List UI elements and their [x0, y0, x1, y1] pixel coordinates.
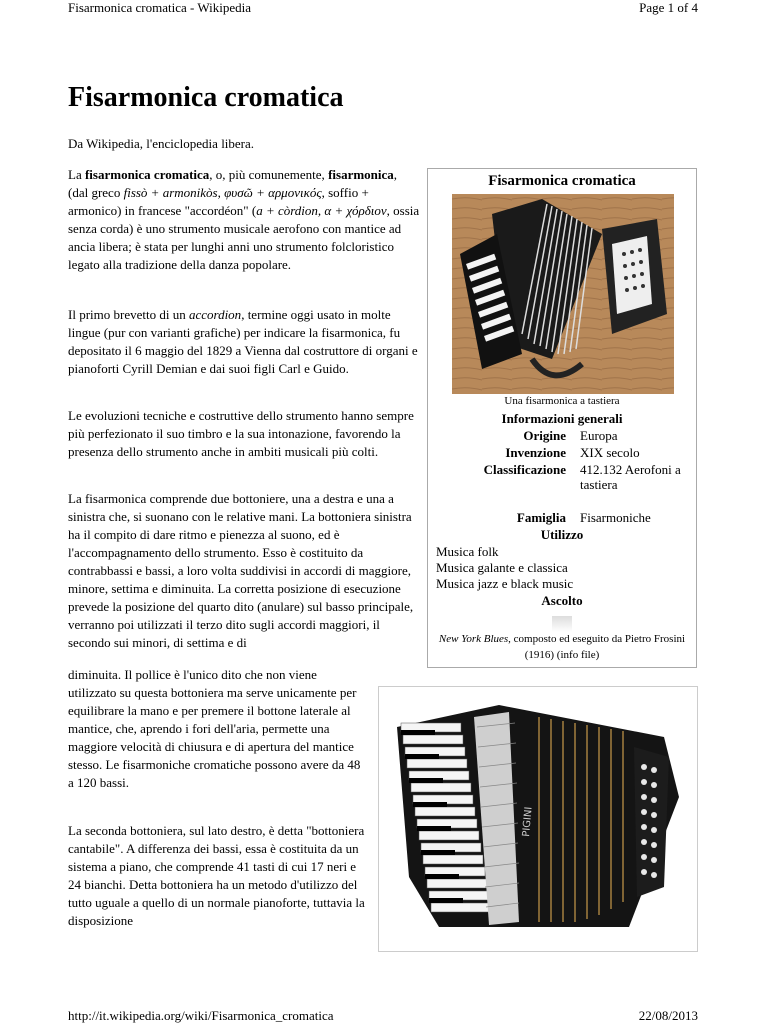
infobox-title: Fisarmonica cromatica: [488, 173, 636, 189]
text: , termine oggi usato in molte lingue (pur con varianti grafiche) per indicare la fisarmonica, fu depositato il 6 maggio del 1829 a Vienna dal costruttore di organi e pianoforti Cyrill Demian e dai suoi figli Carl e Guido.: [68, 307, 418, 376]
use-list: [436, 544, 573, 592]
audio-title[interactable]: New York Blues: [438, 633, 509, 645]
row-key: Classificazione: [483, 462, 566, 477]
accordion-photo[interactable]: [452, 194, 674, 394]
section-general: Informazioni generali: [501, 411, 623, 426]
accordion-photo-illustration: [452, 194, 674, 394]
text: , soffio + armonico) in francese "accordéon" (: [68, 185, 369, 218]
audio-caption: [436, 631, 688, 663]
row-key: Invenzione: [505, 445, 566, 460]
paragraph-patent: [68, 306, 420, 378]
etymology-greek: fissò + armonikòs, φυσῶ + αρμονικός: [123, 185, 322, 200]
brand-logo: PIGINI: [521, 806, 535, 838]
accordion-figure[interactable]: [378, 686, 698, 952]
article-subtitle: Da Wikipedia, l'enciclopedia libera.: [68, 136, 255, 151]
row-key: Origine: [523, 428, 566, 443]
audio-desc: , composto ed eseguito da Pietro Frosini (1916) (info file): [508, 633, 686, 661]
text: La seconda bottoniera, sul lato destro, è detta "bottoniera cantabile". A differenza dei bassi, essa è costituita da un sistema a piano, che comprende 41 tasti di cui 17 neri e 24 bianchi. Detta bottoniera ha un metodo d'utilizzo del tutto uguale a quello di un normale pianoforte, tuttavia la disposizione: [68, 823, 365, 928]
text: diminuita. Il pollice è l'unico dito che non viene utilizzato su questa bottoniera ma serve unicamente per equilibrare la mano e per premere il bottone laterale al mantice, che, aprendo i fori dell'aria, permette una maggiore velocità di chiusura e di apertura del mantice stesso. Le fisarmoniche cromatiche possono avere da 48 a 120 bassi.: [68, 667, 361, 790]
use-item[interactable]: Musica galante e classica: [436, 560, 568, 575]
text: Il primo brevetto di un: [68, 307, 189, 322]
page-date: 22/08/2013: [638, 1008, 698, 1023]
paragraph-evolution: [68, 407, 420, 461]
italic-term: accordion: [188, 307, 242, 322]
row-value[interactable]: 412.132 Aerofoni a tastiera: [580, 462, 681, 492]
section-use: Utilizzo: [540, 527, 584, 542]
text: , ossia senza corda) è uno strumento musicale aerofono con mantice ad ancia libera; è stata per lunghi anni uno strumento folcloristico legato alla tradizione della danza popolare.: [68, 203, 420, 272]
paragraph-intro: [68, 166, 420, 274]
paragraph-bottoniere-cont: [68, 666, 368, 792]
infobox: [427, 168, 697, 668]
text: La: [68, 167, 85, 182]
row-value[interactable]: XIX secolo: [580, 445, 640, 460]
use-item[interactable]: Musica jazz e black music: [436, 576, 574, 591]
section-listen: Ascolto: [541, 593, 583, 608]
row-value[interactable]: Europa: [580, 428, 618, 443]
page-header-title: Fisarmonica cromatica - Wikipedia: [68, 0, 251, 15]
infobox-caption: Una fisarmonica a tastiera: [504, 395, 620, 407]
text: , (dal greco: [68, 167, 398, 200]
page-number: Page 1 of 4: [639, 0, 698, 15]
row-value[interactable]: Fisarmoniche: [580, 510, 651, 525]
bold-term: fisarmonica: [328, 167, 394, 182]
bold-term: fisarmonica cromatica: [84, 167, 210, 182]
paragraph-bottoniere: [68, 490, 418, 652]
paragraph-cantabile: [68, 822, 368, 930]
text: Le evoluzioni tecniche e costruttive dello strumento hanno sempre più perfezionato il suo timbro e la sua intonazione, favorendo la presenza dello strumento anche in ambiti musicali più colti.: [68, 408, 414, 459]
article-title: Fisarmonica cromatica: [68, 82, 344, 113]
page-url[interactable]: http://it.wikipedia.org/wiki/Fisarmonica_cromatica: [68, 1008, 334, 1023]
row-key: Famiglia: [516, 510, 566, 525]
use-item[interactable]: Musica folk: [436, 544, 499, 559]
text: La fisarmonica comprende due bottoniere, una a destra e una a sinistra che, si suonano con le relative mani. La bottoniera sinistra ha il compito di dare ritmo e pienezza al suono, ed è l'accompagnamento dello strumento. Esso è costituito da contrabbassi e bassi, a loro volta suddivisi in accordi di maggiore, minore, settima e diminuita. La corretta posizione di esecuzione prevede la posizione del quarto dito (anulare) sul basso principale, verranno poi utilizzati il terzo dito sugli accordi maggiori, il secondo sui minori, di settima e di: [68, 491, 414, 650]
text: , o, più comunemente,: [209, 167, 329, 182]
accordion-figure-illustration: [379, 687, 697, 951]
etymology-french: a + còrdion, α + χόρδιον: [256, 203, 387, 218]
audio-player-icon[interactable]: [552, 616, 572, 632]
